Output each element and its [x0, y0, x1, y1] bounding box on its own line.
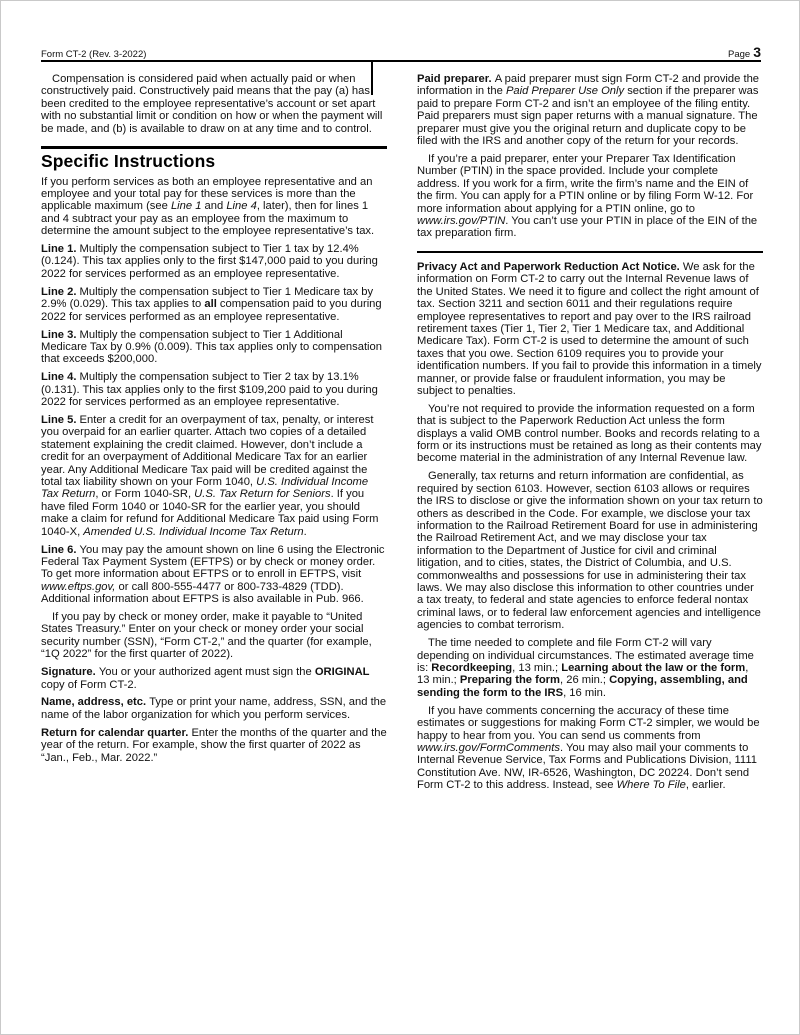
paragraph: [417, 632, 763, 700]
paragraph: [41, 170, 387, 238]
paragraph: [417, 397, 763, 465]
bold-run: Line 4.: [41, 371, 80, 384]
paragraph: [417, 465, 763, 632]
header-rule: [41, 60, 761, 62]
paragraph: [41, 366, 387, 409]
paragraph: [41, 661, 387, 691]
text-run: compensation paid to you during 2022 for services performed as an employee representative.: [41, 298, 382, 323]
right-column: [417, 70, 763, 792]
bold-run: Copying, assembling, and sending the form to the IRS: [417, 674, 748, 699]
text-run: We ask for the information on Form CT-2 to carry out the Internal Revenue laws of the United States. We need it to figure and collect the right amount of tax. Section 3211 and section 6011 and their regulations require employee representatives to report and pay over to the IRS railroad retirement taxes (Tier 1, Tier 2, Tier 1 Medicare tax, and Additional Medicare Tax). Form CT-2 is used to determine the amount of such taxes that you owe. Section 6109 requires you to provide your identification numbers. If you fail to provide this information in a timely manner, or provide false or fraudulent information, you may be subject to penalties.: [417, 260, 762, 397]
text-run: You’re not required to provide the information requested on a form that is subject to the Paperwork Reduction Act unless the form displays a valid OMB control number. Books and records relating to a form or its instructions must be retained as long as their contents may become material in the administration of any Internal Revenue law.: [417, 402, 762, 465]
section-divider: [41, 146, 387, 149]
italic-run: Where To File: [616, 779, 686, 792]
text-run: If you have comments concerning the accuracy of these time estimates or suggestions for making Form CT-2 simpler, we would be happy to hear from you. You can send us comments from: [417, 704, 760, 742]
text-run: , 16 min.: [563, 686, 606, 699]
text-run: .: [303, 525, 307, 538]
italic-run: www.irs.gov/FormComments: [417, 741, 560, 754]
text-run: , 13 min.;: [512, 661, 562, 674]
bold-run: Name, address, etc.: [41, 696, 150, 709]
text-run: If you perform services as both an employee representative and an employee and your total pay for these services is more than the applicable maximum (see: [41, 175, 373, 213]
text-run: , later), then for lines 1 and 4 subtract your pay as an employee from the maximum to determine the amount subject to the employee representative’s tax.: [41, 200, 375, 238]
page-number: [728, 44, 761, 60]
text-run: . If you have filed Form 1040 or 1040-SR for the earlier year, you should make a claim for refund for Additional Medicare Tax paid using Form 1040-X,: [41, 488, 379, 538]
page-header: [41, 44, 761, 60]
text-run: or call 800-555-4477 or 800-733-4829 (TDD). Additional information about EFTPS is also available in Pub. 966.: [41, 580, 364, 606]
text-run: . You may also mail your comments to Internal Revenue Service, Tax Forms and Publications Division, 1111 Constitution Ave. NW, IR-6526, Washington, DC 20224. Don’t send Form CT-2 to this address. Instead, see: [417, 741, 757, 792]
italic-run: www.eftps.gov,: [41, 580, 116, 593]
bold-run: Line 6.: [41, 543, 80, 556]
italic-run: U.S. Individual Income Tax Return: [41, 475, 369, 501]
bold-run: Line 2.: [41, 285, 80, 298]
bold-run: ORIGINAL: [314, 666, 370, 679]
paragraph: [41, 238, 387, 281]
text-run: If you’re a paid preparer, enter your Preparer Tax Identification Number (PTIN) in the space provided. Include your complete address. If you work for a firm, write the firm’s name and the EIN of the firm. You can apply for a PTIN online or by filing Form W-12. For more information about applying for a PTIN online, go to: [417, 152, 754, 215]
bold-run: Signature.: [41, 666, 99, 679]
text-run: Multiply the compensation subject to Tier 1 Additional Medicare Tax by 0.9% (0.009). This tax applies only to compensation that exceeds $200,000.: [41, 328, 382, 366]
paragraph: [417, 255, 763, 397]
italic-run: Amended U.S. Individual Income Tax Return: [83, 525, 304, 538]
text-run: , earlier.: [685, 779, 726, 792]
italic-run: Line 4: [226, 200, 257, 213]
paragraph: [41, 538, 387, 606]
paragraph: [41, 323, 387, 366]
text-run: . You can’t use your PTIN in place of the EIN of the tax preparation firm.: [417, 214, 758, 240]
text-run: The time needed to complete and file Form CT-2 will vary depending on individual circumstances. The estimated average time is:: [417, 637, 754, 674]
paragraph: [41, 70, 387, 135]
text-run: Generally, tax returns and return information are confidential, as required by section 6103. However, section 6103 allows or requires the IRS to disclose or give the information shown on your tax return to others as described in the Code. For example, we disclose your tax information to the Railroad Retirement Board for use in administering the Railroad Retirement Act, and we may disclose your tax information to the Department of Justice for civil and criminal litigation, and to cities, states, the District of Columbia, and U.S. commonwealths and possessions for use in administering their tax laws. We may also disclose this information to other countries under a tax treaty, to federal and state agencies to enforce federal nontax criminal laws, or to federal law enforcement agencies and intelligence agencies to combat terrorism.: [417, 470, 763, 632]
left-column: [41, 70, 387, 792]
text-run: Type or print your name, address, SSN, and the name of the labor organization for which you perform services.: [41, 696, 387, 721]
section-heading: Specific Instructions: [41, 150, 216, 171]
text-run: Multiply the compensation subject to Tier 2 tax by 13.1% (0.131). This tax applies only to the first $109,200 paid to you during 2022 for services performed as an employee representative.: [41, 371, 378, 409]
text-run: section if the preparer was paid to prepare Form CT-2 and isn’t an employee of the filing entity. Paid preparers must sign paper returns with a manual signature. The preparer must give you the original return and duplicate copy to be filed with the IRS and another copy of the return for your records.: [417, 85, 759, 148]
italic-run: Paid Preparer Use Only: [505, 85, 625, 98]
bold-run: Line 1.: [41, 243, 80, 256]
paragraph: [41, 691, 387, 721]
italic-run: U.S. Tax Return for Seniors: [194, 488, 331, 501]
bold-run: Recordkeeping: [431, 661, 513, 674]
text-run: , 26 min.;: [560, 674, 610, 687]
bold-run: Paid preparer.: [417, 73, 495, 85]
paragraph: [417, 70, 763, 147]
page-word: Page: [728, 49, 751, 60]
bold-run: Preparing the form: [459, 674, 560, 687]
paragraph: [41, 606, 387, 661]
paragraph: [41, 280, 387, 323]
text-run: and: [201, 200, 227, 213]
paragraph: [417, 699, 763, 791]
form-revision-label: Form CT-2 (Rev. 3-2022): [41, 49, 147, 60]
text-run: Compensation is considered paid when actually paid or when constructively paid. Constructively paid means that the pay (a) has been credited to the employee representative’s account or set apart with no substantial limit or condition on how or when the payment will be made, and (b) is available to draw on at any time and to control.: [41, 73, 383, 135]
text-run: copy of Form CT-2.: [41, 678, 137, 691]
text-run: Multiply the compensation subject to Tier 1 Medicare tax by 2.9% (0.029). This tax applies to: [41, 285, 374, 311]
italic-run: www.irs.gov/PTIN: [417, 214, 506, 227]
text-run: , 13 min.;: [417, 661, 749, 687]
bold-run: Line 3.: [41, 328, 80, 341]
text-run: Enter the months of the quarter and the year of the return. For example, show the first quarter of 2022 as “Jan., Feb., Mar. 2022.”: [41, 726, 387, 764]
text-run: A paid preparer must sign Form CT-2 and provide the information in the: [417, 73, 760, 98]
text-run: You or your authorized agent must sign the: [98, 666, 315, 679]
paragraph: [41, 721, 387, 764]
page-number-value: 3: [753, 44, 761, 60]
two-column-body: [41, 70, 763, 792]
text-run: You may pay the amount shown on line 6 using the Electronic Federal Tax Payment System (EFTPS) or by check or money order. To get more information about EFTPS or to enroll in EFTPS, visit: [41, 543, 385, 581]
paragraph: [417, 147, 763, 239]
text-run: Multiply the compensation subject to Tier 1 tax by 12.4% (0.124). This tax applies only to the first $147,000 paid to you during 2022 for services performed as an employee representative.: [41, 243, 378, 280]
bold-run: Line 5.: [41, 413, 80, 426]
bold-run: Privacy Act and Paperwork Reduction Act Notice.: [417, 260, 683, 273]
italic-run: Line 1: [170, 200, 202, 213]
text-run: If you pay by check or money order, make it payable to “United States Treasury.” Enter on your check or money order your social security number (SSN), “Form CT-2,” and the quarter (for example, “1Q 2022” for the first quarter of 2022).: [41, 611, 372, 661]
bold-run: Learning about the law or the form: [561, 661, 746, 674]
text-run: , or Form 1040-SR,: [95, 488, 195, 501]
bold-run: all: [204, 298, 217, 311]
text-run: Enter a credit for an overpayment of tax, penalty, or interest you overpaid for an earlier quarter. Attach two copies of a detailed statement explaining the credit claimed. However, don’t include a credit for an overpayment of Additional Medicare Tax for an earlier year. Any Additional Medicare Tax paid will be credited against the total tax liability shown on your Form 1040,: [41, 413, 374, 488]
bold-run: Return for calendar quarter.: [41, 726, 192, 739]
section-divider: [417, 251, 763, 254]
paragraph: [41, 408, 387, 538]
